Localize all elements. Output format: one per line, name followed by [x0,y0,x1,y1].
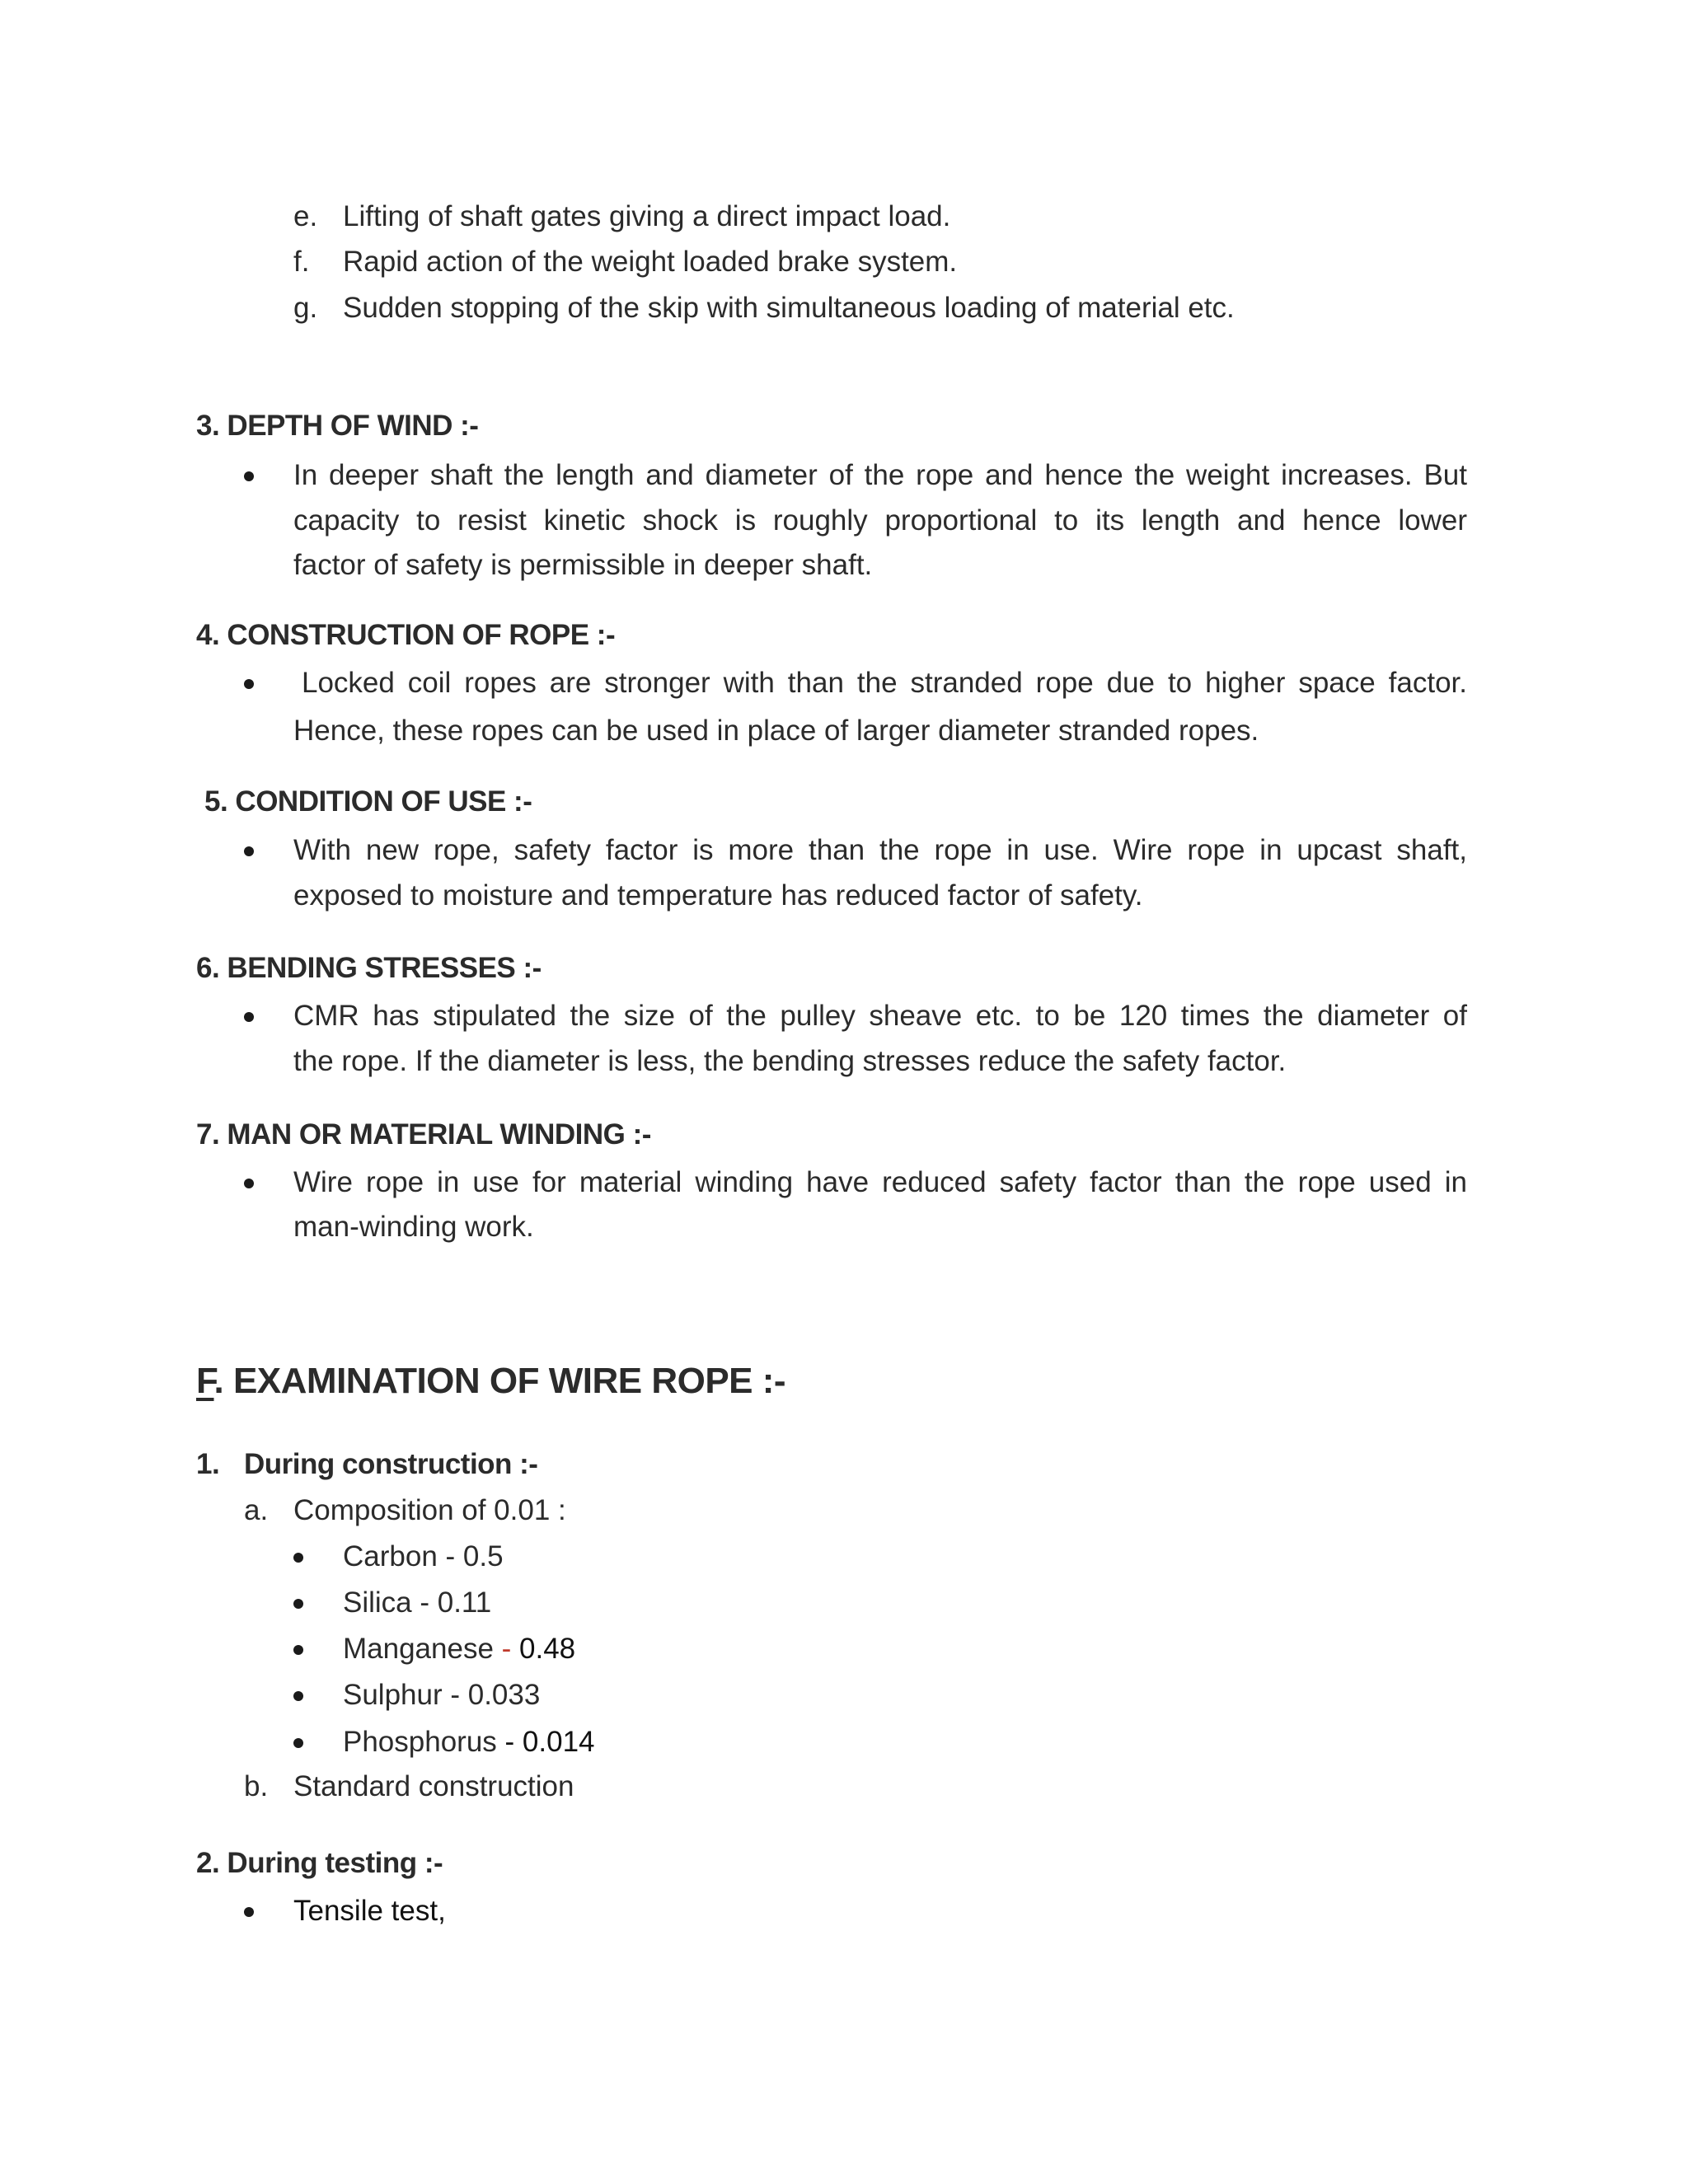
bullet-icon [244,846,254,856]
testing-item-tensile-test: Tensile test, [293,1895,446,1927]
section-heading-bending-stresses: 6. BENDING STRESSES :- [196,952,542,984]
composition-item-silica: Silica - 0.11 [343,1586,492,1619]
paragraph-line: Locked coil ropes are stronger with than the stranded rope due to higher space factor. [302,667,1467,699]
bullet-icon [244,1012,254,1022]
section-heading-man-or-material-winding: 7. MAN OR MATERIAL WINDING :- [196,1118,651,1151]
paragraph-line: factor of safety is permissible in deeper shaft. [293,549,873,581]
composition-item-sulphur: Sulphur - 0.033 [343,1679,541,1711]
composition-item-phosphorus [343,1723,595,1761]
item-label: Phosphorus [343,1726,505,1758]
section-heading-condition-of-use: 5. CONDITION OF USE :- [204,785,532,818]
item-value: - 0.014 [504,1726,595,1758]
bullet-icon [293,1645,303,1655]
bullet-icon [244,1907,254,1917]
subsection-heading-during-testing: 2. During testing :- [196,1847,443,1879]
item-value: 0.48 [511,1633,576,1665]
section-heading-depth-of-wind: 3. DEPTH OF WIND :- [196,410,479,442]
list-item-f: Rapid action of the weight loaded brake system. [343,246,958,278]
list-marker-g: g. [293,292,318,324]
standard-construction: Standard construction [293,1770,574,1802]
paragraph-line: man-winding work. [293,1211,534,1243]
list-item-e: Lifting of shaft gates giving a direct impact load. [343,200,951,232]
section-title-text: . EXAMINATION OF WIRE ROPE :- [213,1361,786,1401]
list-item-g: Sudden stopping of the skip with simultaneous loading of material etc. [343,292,1235,324]
section-title-examination-of-wire-rope [196,1358,785,1404]
bullet-icon [293,1738,303,1748]
bullet-icon [244,471,254,481]
bullet-icon [293,1553,303,1563]
list-marker-b: b. [244,1770,269,1802]
composition-label: Composition of 0.01 : [293,1494,566,1526]
paragraph-line: With new rope, safety factor is more than the rope in use. Wire rope in upcast shaft, [293,834,1467,866]
list-marker-f: f. [293,246,310,278]
list-marker-e: e. [293,200,318,232]
bullet-icon [293,1691,303,1701]
section-heading-construction-of-rope: 4. CONSTRUCTION OF ROPE :- [196,619,616,651]
paragraph-line: exposed to moisture and temperature has reduced factor of safety. [293,879,1143,912]
item-dash: - [501,1633,512,1665]
bullet-icon [293,1599,303,1609]
bullet-icon [244,1179,254,1188]
list-marker-a: a. [244,1494,269,1526]
composition-item-carbon: Carbon - 0.5 [343,1540,504,1572]
subsection-heading-during-construction: During construction :- [244,1448,538,1480]
paragraph-line: In deeper shaft the length and diameter of the rope and hence the weight increases. But [293,459,1467,491]
paragraph-line: Hence, these ropes can be used in place of larger diameter stranded ropes. [293,715,1259,747]
composition-item-manganese [343,1630,575,1668]
bullet-icon [244,679,254,689]
numbered-marker: 1. [196,1448,220,1480]
paragraph-line: Wire rope in use for material winding have reduced safety factor than the rope used in [293,1166,1467,1198]
paragraph-line: CMR has stipulated the size of the pulley sheave etc. to be 120 times the diameter of [293,1000,1467,1032]
item-label: Manganese [343,1633,502,1665]
section-letter: F [196,1361,214,1401]
paragraph-line: the rope. If the diameter is less, the bending stresses reduce the safety factor. [293,1045,1287,1077]
paragraph-line: capacity to resist kinetic shock is roughly proportional to its length and hence lower [293,504,1467,537]
